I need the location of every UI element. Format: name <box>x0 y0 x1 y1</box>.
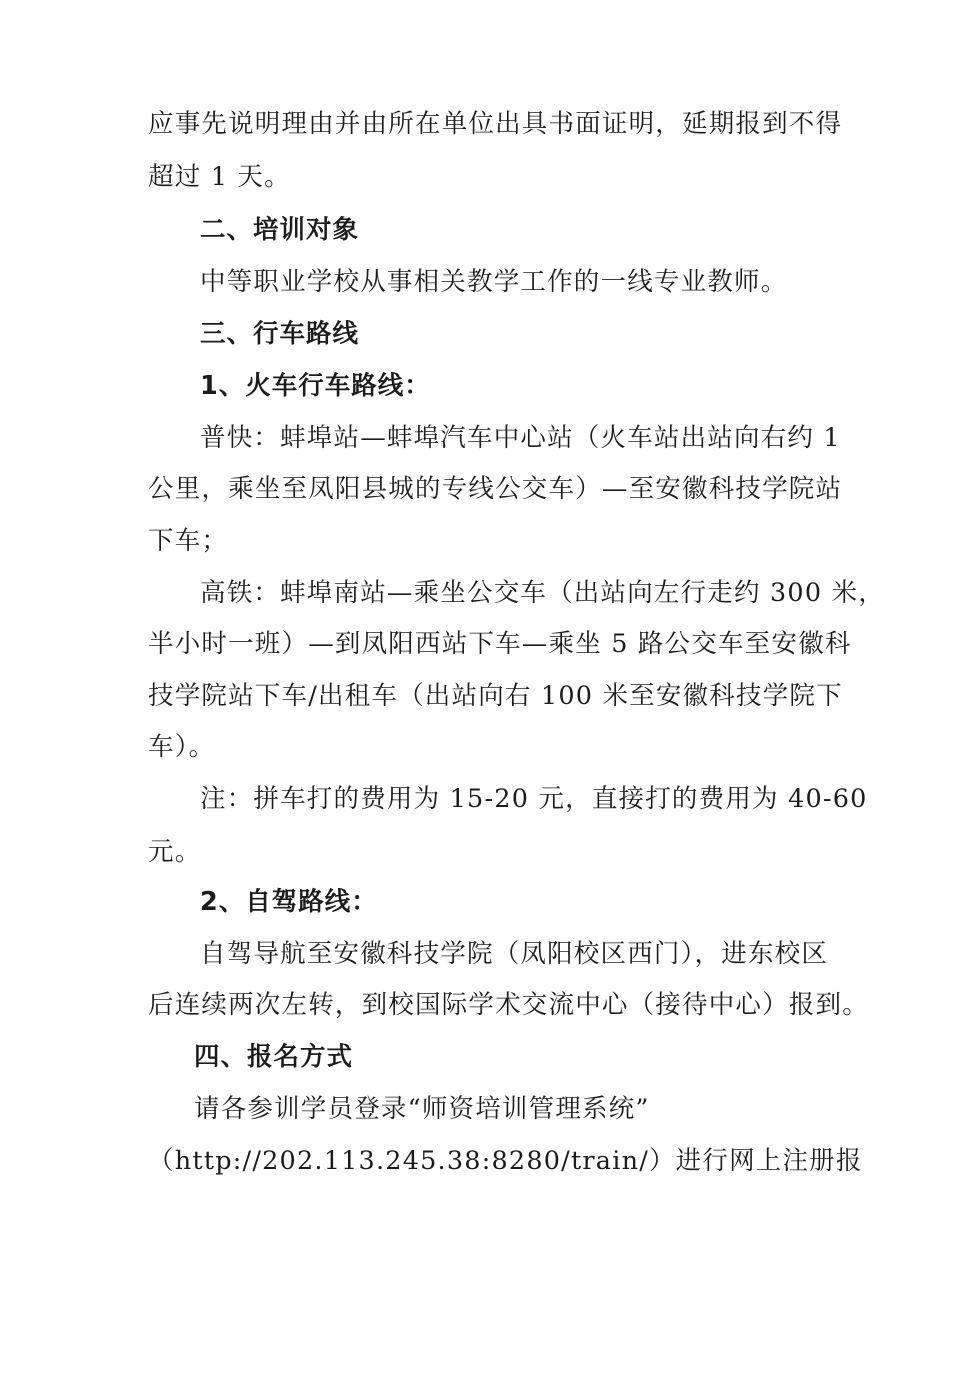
paragraph-line: 中等职业学校从事相关教学工作的一线专业教师。 <box>200 267 788 297</box>
paragraph-line: 超过 1 天。 <box>148 162 291 192</box>
paragraph-line: 普快：蚌埠站—蚌埠汽车中心站（火车站出站向右约 1 <box>200 423 841 453</box>
paragraph-line: 自驾导航至安徽科技学院（凤阳校区西门），进东校区 <box>200 939 829 969</box>
paragraph-line: 半小时一班）—到凤阳西站下车—乘坐 5 路公交车至安徽科 <box>148 629 852 659</box>
paragraph-line: 请各参训学员登录“师资培训管理系统” <box>194 1094 650 1124</box>
subsection-heading: 2、自驾路线： <box>200 887 378 917</box>
paragraph-line: 应事先说明理由并由所在单位出具书面证明，延期报到不得 <box>148 109 843 139</box>
paragraph-line: 下车； <box>148 526 229 556</box>
paragraph-line: 技学院站下车/出租车（出站向右 100 米至安徽科技学院下 <box>148 681 843 711</box>
paragraph-line: 后连续两次左转，到校国际学术交流中心（接待中心）报到。 <box>148 990 869 1020</box>
paragraph-line: 公里，乘坐至凤阳县城的专线公交车）—至安徽科技学院站 <box>148 474 843 504</box>
section-heading: 二、培训对象 <box>200 215 360 245</box>
section-heading: 四、报名方式 <box>194 1042 354 1072</box>
paragraph-line: 高铁：蚌埠南站—乘坐公交车（出站向左行走约 300 米， <box>200 578 885 608</box>
section-heading: 三、行车路线 <box>200 319 360 349</box>
paragraph-line: 注：拼车打的费用为 15-20 元，直接打的费用为 40-60 <box>200 784 868 814</box>
paragraph-line: 元。 <box>148 837 202 867</box>
subsection-heading: 1、火车行车路线： <box>200 371 431 401</box>
paragraph-line: 车）。 <box>148 732 216 762</box>
paragraph-line: （http://202.113.245.38:8280/train/）进行网上注册报 <box>148 1146 863 1176</box>
